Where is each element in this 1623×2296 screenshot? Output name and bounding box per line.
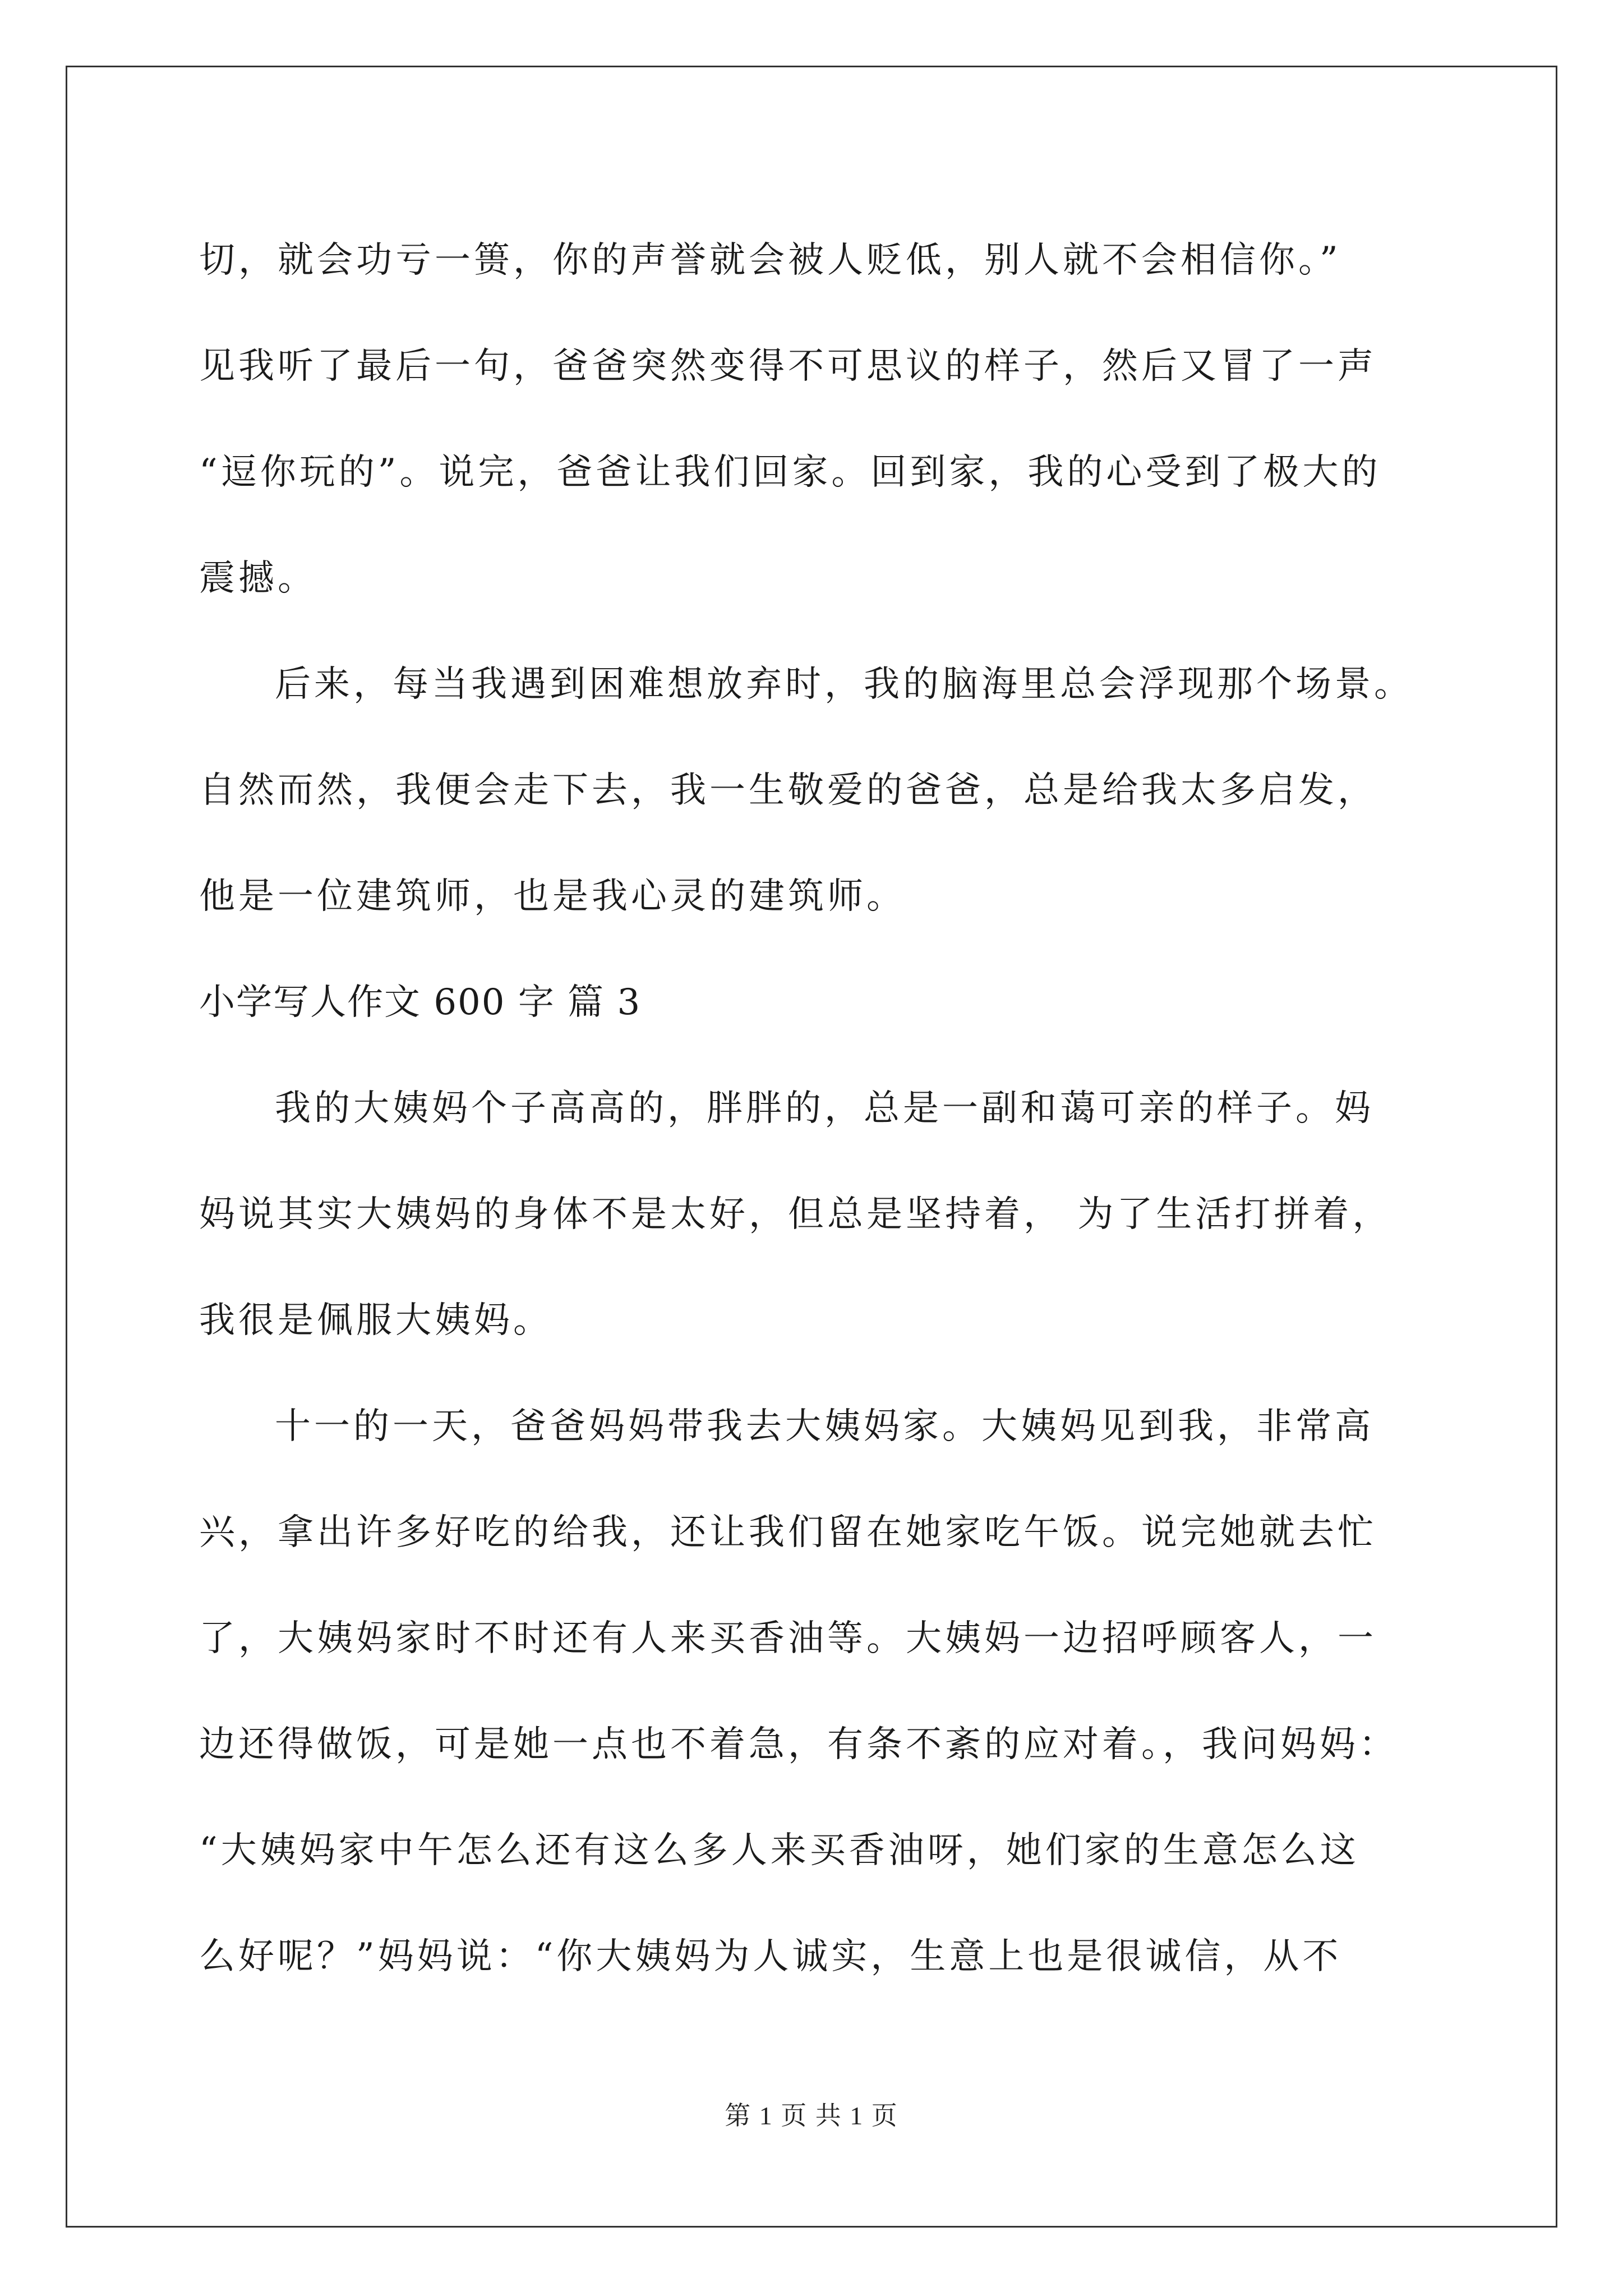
text-line: 了，大姨妈家时不时还有人来买香油等。大姨妈一边招呼顾客人，一 <box>199 1618 1377 1659</box>
text-line: “大姨妈家中午怎么还有这么多人来买香油呀，她们家的生意怎么这 <box>199 1830 1359 1871</box>
section-heading: 小学写人作文 600 字 篇 3 <box>199 982 642 1023</box>
paragraph-start-line: 十一的一天，爸爸妈妈带我去大姨妈家。大姨妈见到我，非常高 <box>275 1406 1374 1447</box>
text-line: 见我听了最后一句，爸爸突然变得不可思议的样子，然后又冒了一声 <box>199 346 1377 387</box>
document-body <box>199 208 1450 2010</box>
text-line: “逗你玩的”。说完，爸爸让我们回家。回到家，我的心受到了极大的 <box>199 452 1381 493</box>
text-line: 他是一位建筑师，也是我心灵的建筑师。 <box>199 876 906 917</box>
text-line: 我很是佩服大姨妈。 <box>199 1300 552 1341</box>
text-line: 自然而然，我便会走下去，我一生敬爱的爸爸，总是给我太多启发， <box>199 770 1377 811</box>
paragraph-start-line: 后来，每当我遇到困难想放弃时，我的脑海里总会浮现那个场景。 <box>275 664 1413 705</box>
page-footer: 第 1 页 共 1 页 <box>725 2101 898 2130</box>
text-line: 震撼。 <box>199 558 317 599</box>
text-line: 么好呢？”妈妈说：“你大姨妈为人诚实，生意上也是很诚信，从不 <box>199 1936 1342 1977</box>
text-line: 兴，拿出许多好吃的给我，还让我们留在她家吃午饭。说完她就去忙 <box>199 1512 1377 1553</box>
text-line: 妈说其实大姨妈的身体不是太好，但总是坚持着， 为了生活打拼着， <box>199 1194 1392 1235</box>
paragraph-start-line: 我的大姨妈个子高高的，胖胖的，总是一副和蔼可亲的样子。妈 <box>275 1088 1374 1129</box>
text-line: 切，就会功亏一篑，你的声誉就会被人贬低，别人就不会相信你。” <box>199 240 1341 281</box>
text-line: 边还得做饭，可是她一点也不着急，有条不紊的应对着。，我问妈妈： <box>199 1724 1398 1765</box>
